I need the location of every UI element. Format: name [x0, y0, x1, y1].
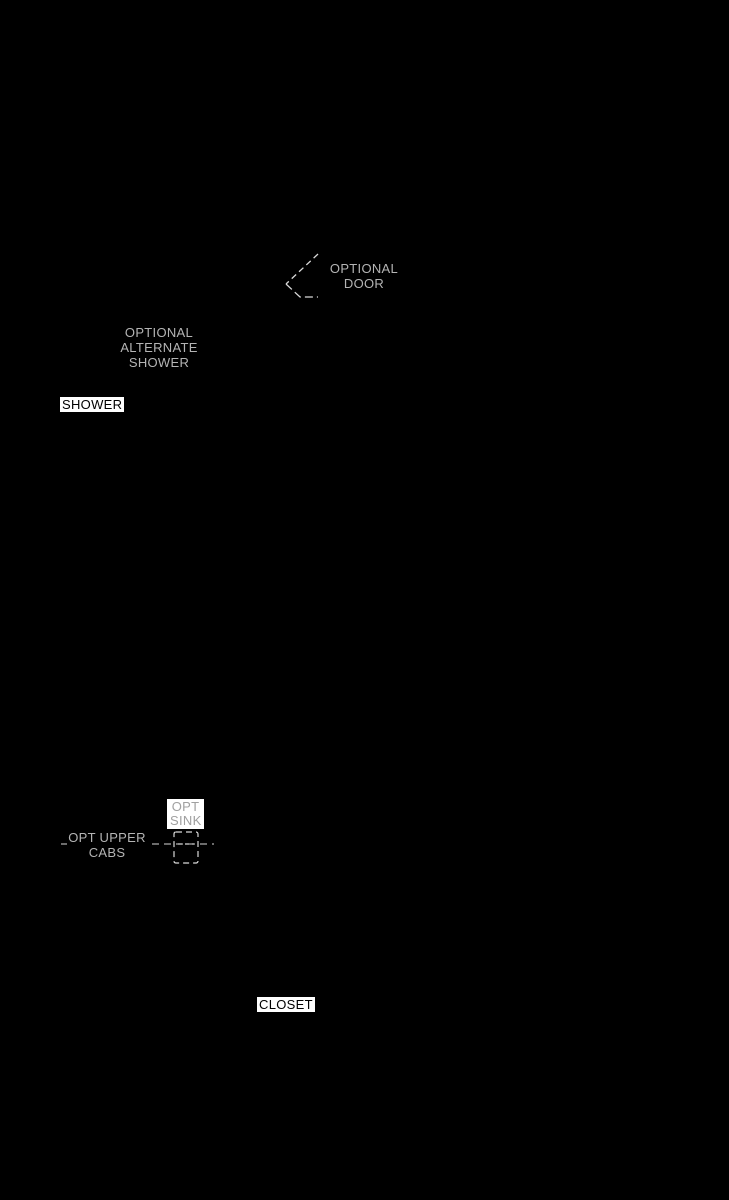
- opt-upper-cabs-label: [64, 830, 150, 860]
- optional-alternate-shower-line-1: OPTIONAL: [124, 325, 194, 340]
- opt-sink-label: [167, 799, 204, 829]
- closet-label-text: CLOSET: [259, 997, 313, 1012]
- opt-sink-line-1: OPT: [171, 799, 200, 814]
- optional-door-label-line-2: DOOR: [343, 276, 385, 291]
- optional-alternate-shower-line-3: SHOWER: [128, 355, 190, 370]
- opt-upper-cabs-line-1: OPT UPPER: [68, 830, 146, 845]
- opt-sink-line-2: SINK: [170, 813, 202, 828]
- optional-door-label: [326, 261, 402, 291]
- optional-door-swing: [286, 254, 318, 297]
- door-leaf-line: [286, 284, 318, 297]
- opt-sink-symbol: [174, 832, 198, 863]
- optional-alternate-shower-label: [114, 325, 204, 370]
- closet-label: [257, 997, 315, 1012]
- shower-label-text: SHOWER: [62, 397, 123, 412]
- shower-label: [60, 397, 124, 412]
- optional-door-label-line-1: OPTIONAL: [329, 261, 399, 276]
- door-swing-arc: [286, 254, 318, 284]
- optional-alternate-shower-line-2: ALTERNATE: [120, 340, 198, 355]
- opt-upper-cabs-line-2: CABS: [88, 845, 126, 860]
